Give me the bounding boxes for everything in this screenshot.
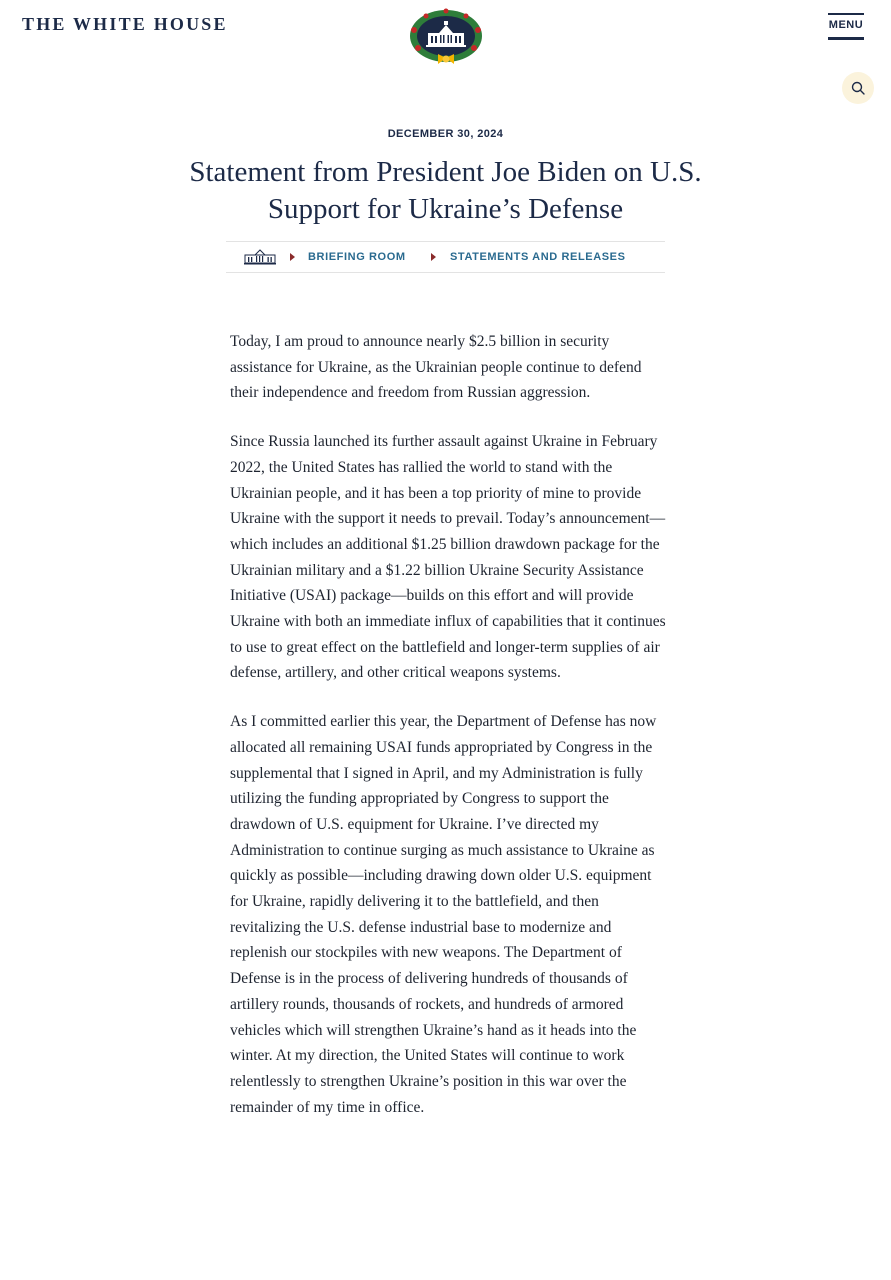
article-paragraph: Since Russia launched its further assault against Ukraine in February 2022, the United States has rallied the world to stand with the Ukrainian people, and it has been a top priority of mine to provide Ukraine with the support it needs to prevail. Today’s announcement—which includes an additional $1.25 billion drawdown package for the Ukrainian military and a $1.22 billion Ukraine Security Assistance Initiative (USAI) package—builds on this effort and will provide Ukraine with both an immediate influx of capabilities that it continues to use to great effect on the battlefield and longer-term supplies of air defense, artillery, and other critical weapons systems.: [230, 433, 666, 682]
menu-top-bar: [828, 13, 864, 15]
article-paragraph: Today, I am proud to announce nearly $2.5 billion in security assistance for Ukraine, as the Ukrainian people continue to defend their independence and freedom from Russian aggression.: [230, 333, 642, 402]
breadcrumb: [226, 241, 665, 273]
breadcrumb-briefing-room[interactable]: BRIEFING ROOM: [308, 251, 406, 263]
page-title: Statement from President Joe Biden on U.S. Support for Ukraine’s Defense: [189, 156, 702, 225]
breadcrumb-statements-and-releases[interactable]: STATEMENTS AND RELEASES: [450, 251, 626, 263]
breadcrumb-separator-icon: [431, 253, 436, 261]
publish-date: DECEMBER 30, 2024: [387, 128, 504, 140]
white-house-icon[interactable]: [244, 249, 276, 265]
menu-bottom-bar: [828, 37, 864, 40]
site-logo-text[interactable]: THE WHITE HOUSE: [22, 14, 228, 34]
article-paragraph: As I committed earlier this year, the Department of Defense has now allocated all remaining USAI funds appropriated by Congress in the supplemental that I signed in April, and my Administration is fully utilizing the funding appropriated by Congress to support the drawdown of U.S. equipment for Ukraine. I’ve directed my Administration to continue surging as much assistance to Ukraine as quickly as possible—including drawing down older U.S. equipment for Ukraine, rapidly delivering it to the battlefield, and then revitalizing the U.S. defense industrial base to modernize and replenish our stockpiles with new weapons. The Department of Defense is in the process of delivering hundreds of thousands of artillery rounds, thousands of rockets, and hundreds of armored vehicles which will strengthen Ukraine’s hand as it heads into the winter. At my direction, the United States will continue to work relentlessly to strengthen Ukraine’s position in this war over the remainder of my time in office.: [230, 713, 657, 1116]
search-button[interactable]: [842, 72, 874, 104]
white-house-seal-icon[interactable]: [408, 8, 484, 68]
article-body: [230, 329, 670, 1143]
menu-button[interactable]: [828, 13, 864, 39]
menu-label: MENU: [828, 19, 864, 31]
breadcrumb-separator-icon: [290, 253, 295, 261]
search-icon: [851, 81, 865, 95]
